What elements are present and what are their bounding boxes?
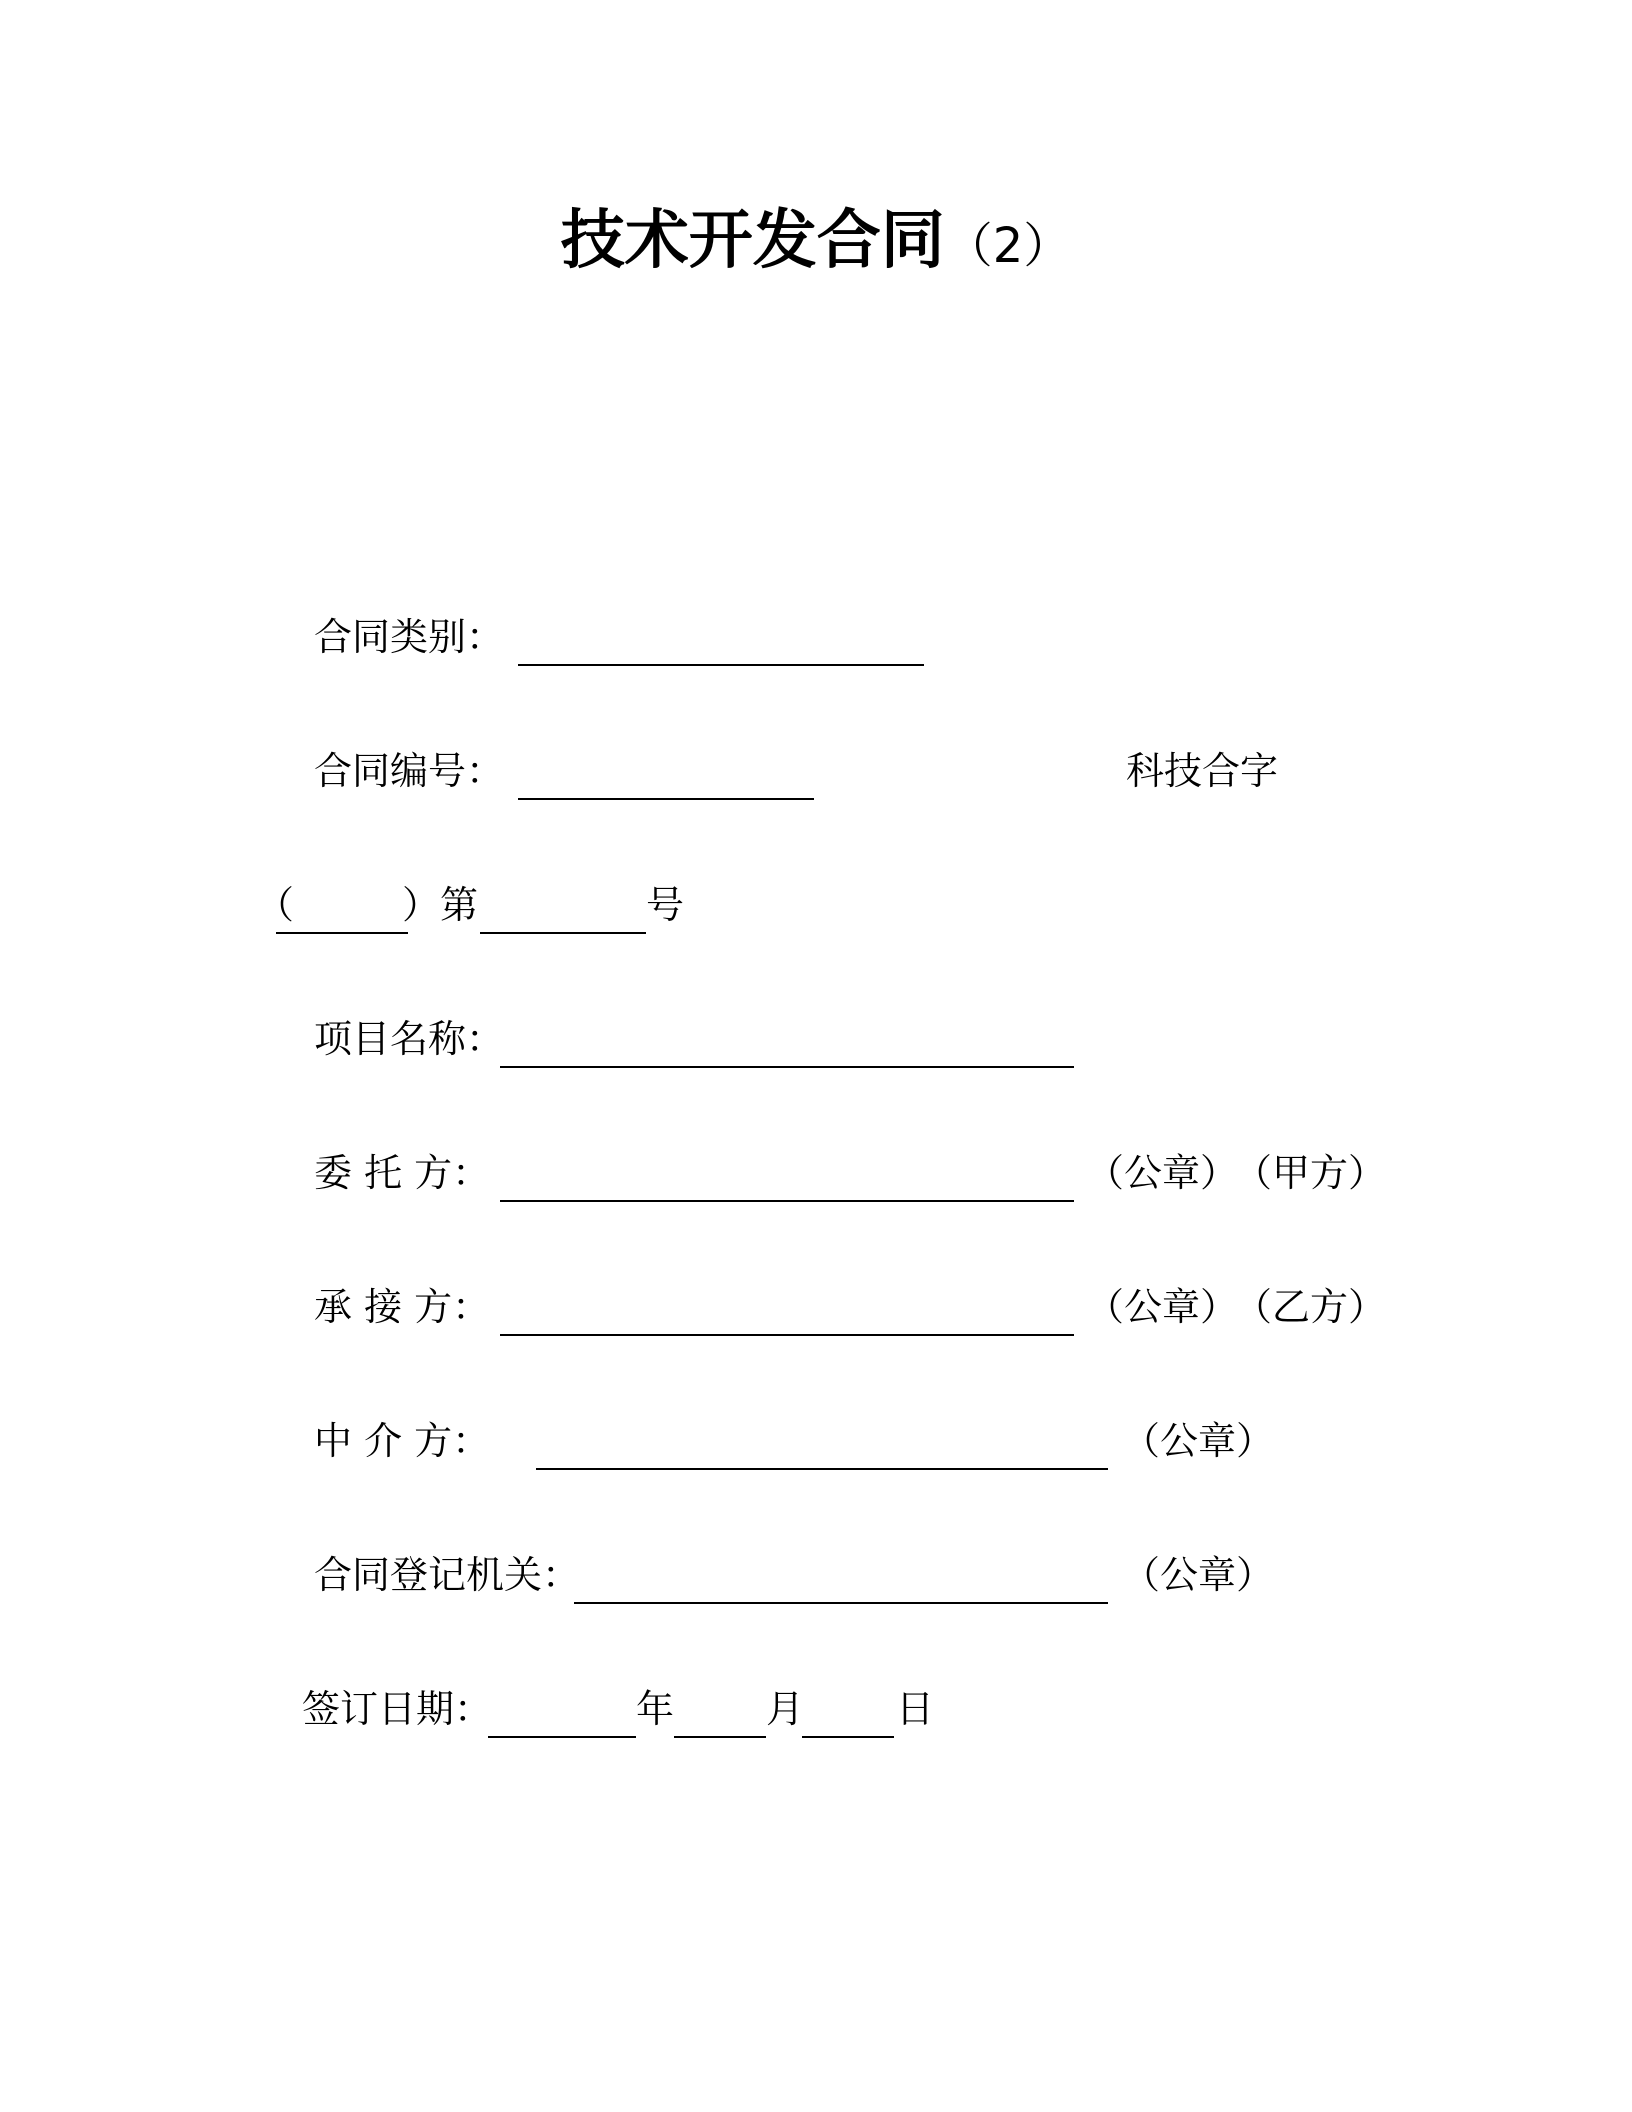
sign-month-field[interactable]	[674, 1736, 766, 1738]
contractor-label: 承 接 方：	[314, 1285, 491, 1329]
sign-day-field[interactable]	[802, 1736, 894, 1738]
registry-seal: （公章）	[1122, 1553, 1275, 1597]
client-seal: （公章）	[1086, 1151, 1239, 1195]
project-name-field[interactable]	[500, 1066, 1074, 1068]
contractor-role: （乙方）	[1234, 1285, 1387, 1329]
contract-year-field[interactable]	[276, 932, 408, 934]
registry-label: 合同登记机关：	[314, 1553, 581, 1597]
client-label: 委 托 方：	[314, 1151, 491, 1195]
contractor-field[interactable]	[500, 1334, 1074, 1336]
contract-type-field[interactable]	[518, 664, 924, 666]
intermediary-field[interactable]	[536, 1468, 1108, 1470]
sign-year-field[interactable]	[488, 1736, 636, 1738]
paren-open: （	[256, 883, 295, 927]
sign-date-label: 签订日期：	[302, 1687, 493, 1731]
year-label: 年	[636, 1687, 675, 1731]
contract-type-label: 合同类别：	[314, 615, 505, 659]
title-suffix: （2）	[944, 218, 1072, 274]
page-title	[0, 196, 1632, 291]
intermediary-label: 中 介 方：	[314, 1419, 491, 1463]
registry-field[interactable]	[574, 1602, 1108, 1604]
client-role: （甲方）	[1234, 1151, 1387, 1195]
contract-no-field[interactable]	[518, 798, 814, 800]
contract-seq-field[interactable]	[480, 932, 646, 934]
paren-close-di: ）第	[402, 883, 479, 927]
contract-no-prefix: 科技合字	[1126, 749, 1279, 793]
title-main: 技术开发合同	[560, 204, 945, 278]
intermediary-seal: （公章）	[1122, 1419, 1275, 1463]
hao-label: 号	[646, 883, 685, 927]
project-name-label: 项目名称：	[314, 1017, 505, 1061]
contract-no-label: 合同编号：	[314, 749, 505, 793]
client-field[interactable]	[500, 1200, 1074, 1202]
contractor-seal: （公章）	[1086, 1285, 1239, 1329]
day-label: 日	[896, 1687, 935, 1731]
month-label: 月	[766, 1687, 805, 1731]
